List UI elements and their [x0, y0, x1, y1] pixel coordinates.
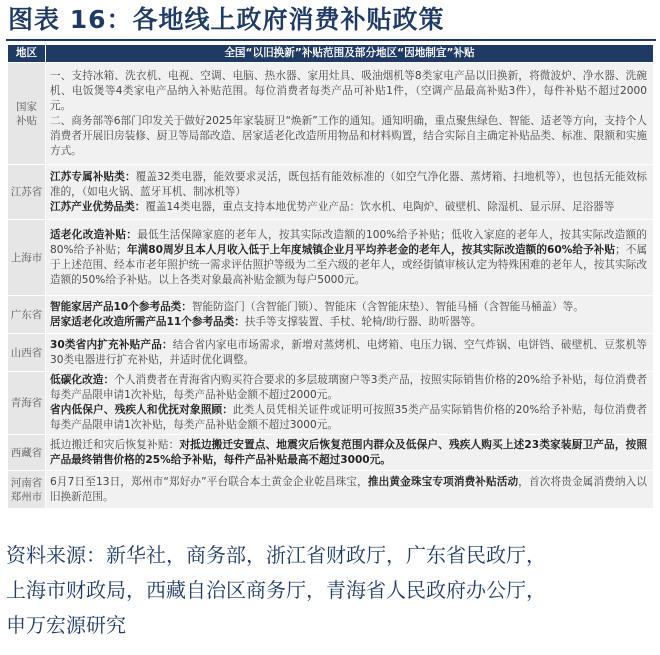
policy-paragraph	[50, 475, 647, 505]
policy-text: 覆盖14类电器，重点支持本地优势产业产品：饮水机、电陶炉、破壁机、除湿机、显示屏、足浴器等	[145, 200, 615, 213]
region-label: 青海省	[10, 397, 43, 409]
policy-text: ，首次将贵金属消费纳入以旧换新范围。	[50, 475, 647, 503]
policy-highlight-text: 江苏专属补贴类：	[50, 170, 136, 183]
region-cell	[8, 220, 46, 296]
title-divider	[6, 39, 656, 41]
policy-paragraph	[50, 373, 647, 403]
policy-paragraph	[50, 403, 647, 433]
table-row	[8, 296, 654, 334]
table-header-row	[8, 45, 654, 63]
policy-highlight-text: 低碳化改造：	[50, 374, 115, 386]
policy-text: 6月7日至13日，郑州市“郑好办”平台联合本土黄金企业乾昌珠宝，	[50, 475, 368, 488]
region-cell	[8, 165, 46, 220]
policy-content-cell	[46, 296, 654, 334]
policy-text: 扶手等支撑装置、手杖、轮椅/助行器、助听器等。	[244, 315, 482, 328]
policy-paragraph	[50, 170, 647, 200]
policy-paragraph	[50, 300, 647, 315]
policy-content-cell	[46, 165, 654, 220]
policy-highlight-text: 省内低保户、残疾人和优抚对象照顾：	[50, 404, 234, 416]
policy-paragraph	[50, 69, 647, 114]
region-label: 河南省郑州市	[10, 476, 43, 503]
policy-text: 抵边搬迁和灾后恢复补贴：	[50, 438, 180, 451]
policy-paragraph	[50, 438, 647, 468]
policy-highlight-text: 居家适老化改造所需产品11个参考品类：	[50, 315, 245, 328]
policy-content-cell	[46, 334, 654, 372]
region-label: 江苏省	[10, 186, 43, 198]
region-cell	[8, 296, 46, 334]
table-row	[8, 165, 654, 220]
policy-text: 结合省内家电市场需求，新增对蒸烤机、电烤箱、电压力锅、空气炸锅、电饼铛、破壁机、豆浆机等30类电器进行扩充补贴，并适时优化调整。	[50, 338, 647, 366]
region-cell	[8, 334, 46, 372]
source-line: 上海市财政局，西藏自治区商务厅，青海省人民政府办公厅，	[6, 578, 546, 602]
policy-content-cell	[46, 220, 654, 296]
policy-text: 一、支持冰箱、洗衣机、电视、空调、电脑、热水器、家用灶具、吸油烟机等8类家电产品以旧换新，将微波炉、净水器、洗碗机、电饭煲等4类家电产品纳入补贴范围。每位消费者每类产品可补贴1件，（空调产品最高补贴3件），每件补贴不超过2000元。	[50, 69, 647, 112]
policy-content-cell	[46, 471, 654, 509]
policy-highlight-text: 江苏产业优势品类：	[50, 200, 146, 213]
region-cell	[8, 435, 46, 471]
table-row	[8, 471, 654, 509]
policy-text: 智能防盗门（含智能门锁）、智能床（含智能床垫）、智能马桶（含智能马桶盖）等。	[191, 300, 584, 313]
policy-text: ；不属于上述范围、经本市老年照护统一需求评估照护等级为二至六级的老年人，或经街镇审核认定为特殊困难的老年人，按其实际改造额的50%给予补贴。以上各类对象最高补贴金额为每户5000元。	[50, 243, 647, 286]
region-label: 上海市	[10, 251, 43, 264]
region-label: 西藏省	[10, 446, 43, 459]
chart-title: 图表 16：各地线上政府消费补贴政策	[8, 5, 445, 34]
policy-paragraph	[50, 228, 647, 288]
table-row	[8, 372, 654, 435]
policy-text: 最低生活保障家庭的老年人，按其实际改造额的100%给予补贴；低收入家庭的老年人，按其实际改造额的80%给予补贴；	[50, 228, 647, 256]
table-body	[8, 63, 654, 509]
policy-text: 此类人员凭相关证件或证明可按照35类产品实际销售价格的20%给予补贴，每位消费者每类产品限申请1次补贴，每类产品补贴金额不超过3000元。	[50, 404, 647, 431]
region-label: 山西省	[10, 346, 43, 359]
policy-highlight-text: 智能家居产品10个参考品类：	[50, 300, 192, 313]
policy-paragraph	[50, 200, 647, 215]
policy-text: 覆盖32类电器，能效要求灵活，既包括有能效标准的（如空气净化器、蒸烤箱、扫地机等），也包括无能效标准的，（如电火锅、蓝牙耳机、制冰机等）	[50, 170, 647, 198]
table-row	[8, 435, 654, 471]
policy-highlight-text: 推出黄金珠宝专项消费补贴活动	[367, 475, 519, 488]
table-row	[8, 220, 654, 296]
policy-content-cell	[46, 372, 654, 435]
header-region: 地区	[8, 45, 46, 63]
region-label: 国家补贴	[16, 100, 37, 127]
policy-text: 个人消费者在青海省内购买符合要求的多层玻璃窗户等3类产品，按照实际销售价格的20%给予补贴，每位消费者每类产品限申请1次补贴，每类产品补贴金额不超过2000元。	[50, 374, 647, 401]
region-cell	[8, 372, 46, 435]
policy-content-cell	[46, 435, 654, 471]
table-row	[8, 63, 654, 165]
table-row	[8, 334, 654, 372]
region-cell	[8, 63, 46, 165]
policy-highlight-text: 年满80周岁且本人月收入低于上年度城镇企业月平均养老金的老年人，按其实际改造额的60%给予补贴	[126, 243, 616, 256]
region-label: 广东省	[10, 308, 43, 321]
policy-text: 二、商务部等6部门印发关于做好2025年家装厨卫“焕新”工作的通知。通知明确，重点聚焦绿色、智能、适老等方向，支持个人消费者开展旧房装修、厨卫等局部改造、居家适老化改造所用物品和材料购置，结合实际自主确定补贴品类、标准、限额和实施方式。	[50, 114, 647, 157]
header-content: 全国“以旧换新”补贴范围及部分地区“因地制宜”补贴	[46, 45, 654, 63]
policy-paragraph	[50, 114, 647, 159]
region-cell	[8, 471, 46, 509]
source-note	[6, 538, 656, 643]
source-line: 申万宏源研究	[6, 613, 126, 637]
policy-highlight-text: 30类省内扩充补贴产品：	[50, 338, 173, 351]
policy-table	[7, 44, 654, 509]
policy-paragraph	[50, 338, 647, 368]
policy-paragraph	[50, 315, 647, 330]
source-line: 资料来源：新华社，商务部，浙江省财政厅，广东省民政厅，	[6, 543, 546, 567]
policy-highlight-text: 对抵边搬迁安置点、地震灾后恢复范围内群众及低保户、残疾人购买上述23类家装厨卫产品，按照产品最终销售价格的25%给予补贴，每件产品补贴最高不超过3000元。	[50, 438, 647, 466]
policy-highlight-text: 适老化改造补贴：	[50, 228, 138, 241]
policy-content-cell	[46, 63, 654, 165]
